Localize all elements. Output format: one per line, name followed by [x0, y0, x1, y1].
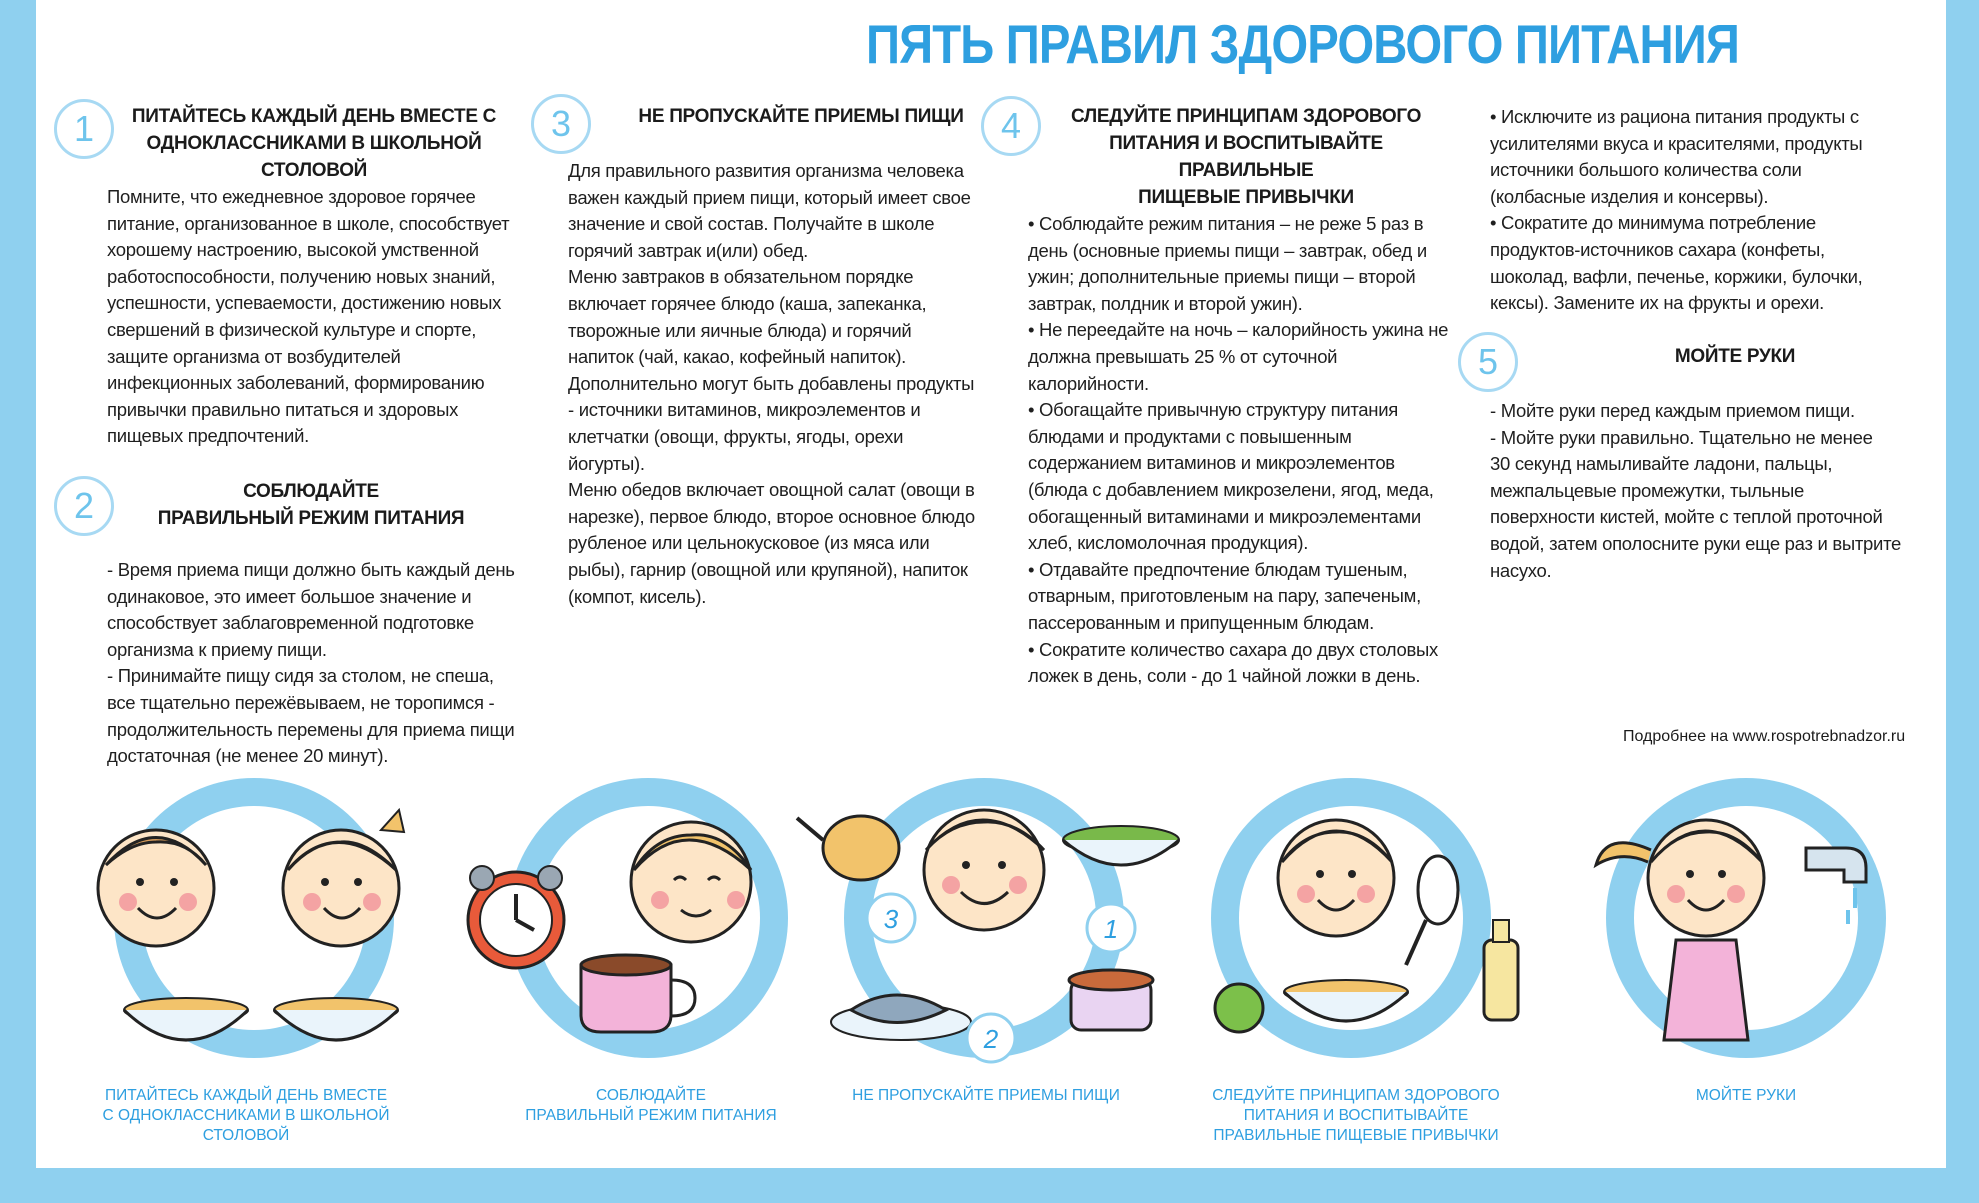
alarm-clock-icon	[468, 866, 564, 968]
illustration-healthy-habits	[1211, 778, 1518, 1058]
rule-2-number: 2	[54, 476, 114, 536]
meal-number-1: 1	[1103, 914, 1119, 944]
meal-number-3: 3	[883, 904, 899, 934]
dress-icon	[1664, 940, 1748, 1040]
caption-regular-meals: НЕ ПРОПУСКАЙТЕ ПРИЕМЫ ПИЩИ	[852, 1087, 1120, 1104]
teapot-icon	[797, 816, 899, 880]
caption-meal-schedule: СОБЛЮДАЙТЕ ПРАВИЛЬНЫЙ РЕЖИМ ПИТАНИЯ	[525, 1087, 777, 1124]
meal-number-2: 2	[983, 1024, 999, 1054]
illustrations	[36, 770, 1946, 1090]
rule-4-text: • Соблюдайте режим питания – не реже 5 раз в день (основные приемы пищи – завтрак, обед и ужин; дополнительные приемы пищи – второй завтрак, полдник и второй ужин). • Не переедайте на ночь – калорийность ужина не должна превышать 25 % от суточной калорийности. • Обогащайте привычную структуру питания блюдами и продуктами с повышенным содержанием витаминов и микроэлементов (блюда с добавлением микрозелени, ягод, меда, обогащенный витаминами и микроэлементами хлеб, кисломолочная продукция). • Отдавайте предпочтение блюдам тушеным, отварным, приготовленым на пару, запеченым, пассерованным и припущенным блюдам. • Сократите количество сахара до двух столовых ложек в день, соли - до 1 чайной ложки в день.	[1028, 213, 1449, 687]
girl-face-icon	[1278, 820, 1394, 936]
apple-icon	[1215, 984, 1263, 1032]
illustration-wash-hands	[1596, 778, 1886, 1058]
illustration-regular-meals	[797, 778, 1179, 1062]
rule-2-heading: СОБЛЮДАЙТЕ ПРАВИЛЬНЫЙ РЕЖИМ ПИТАНИЯ	[157, 481, 465, 529]
caption-wash-hands: МОЙТЕ РУКИ	[1695, 1087, 1797, 1104]
caption-healthy-habits: СЛЕДУЙТЕ ПРИНЦИПАМ ЗДОРОВОГО ПИТАНИЯ И ВОСПИТЫВАЙТЕ ПРАВИЛЬНЫЕ ПИЩЕВЫЕ ПРИВЫЧКИ	[1212, 1087, 1500, 1144]
rule-5-heading: МОЙТЕ РУКИ	[1674, 346, 1796, 367]
boy-face-icon	[98, 830, 214, 946]
rule-1-heading: ПИТАЙТЕСЬ КАЖДЫЙ ДЕНЬ ВМЕСТЕ С ОДНОКЛАССНИКАМИ В ШКОЛЬНОЙ СТОЛОВОЙ	[131, 106, 497, 181]
kid-face-icon	[924, 810, 1044, 930]
rule-1-text: Помните, что ежедневное здоровое горячее питание, организованное в школе, способствует хорошему настроению, высокой умственной работоспособности, получению новых знаний, успешности, успеваемости, достижению новых свершений в физической культуре и спорте, защите организма от возбудителей инфекционных заболеваний, формированию привычки правильно питаться и здоровых пищевых предпочтений.	[107, 186, 510, 447]
pot-icon	[1069, 970, 1153, 1030]
rule-5-text: - Мойте руки перед каждым приемом пищи. - Мойте руки правильно. Тщательно не менее 30 секунд намыливайте ладони, пальцы, межпальцевые промежутки, тыльные поверхности кистей, мойте с теплой проточной водой, затем ополосните руки еще раз и вытрите насухо.	[1490, 400, 1902, 581]
rule-3-heading: НЕ ПРОПУСКАЙТЕ ПРИЕМЫ ПИЩИ	[638, 106, 964, 127]
rule-1-number: 1	[54, 99, 114, 159]
rule-4-number: 4	[981, 96, 1041, 156]
illustration-eating-together	[98, 778, 404, 1058]
illustration-meal-schedule	[468, 778, 788, 1058]
rule-2-text: - Время приема пищи должно быть каждый день одинаковое, это имеет большое значение и способствует заблаговременной подготовке организма к приему пищи. - Принимайте пищу сидя за столом, не спеша, все тщательно пережёвываем, не торопимся - продолжительность перемены для приема пищи достаточная (не менее 20 минут).	[107, 559, 515, 767]
rule-3-number: 3	[531, 94, 591, 154]
caption-eating-together: ПИТАЙТЕСЬ КАЖДЫЙ ДЕНЬ ВМЕСТЕ С ОДНОКЛАССНИКАМИ В ШКОЛЬНОЙ СТОЛОВОЙ	[102, 1087, 390, 1144]
rule-3-text: Для правильного развития организма человека важен каждый прием пищи, который имеет свое значение и свой состав. Получайте в школе горячий завтрак и(или) обед. Меню завтраков в обязательном порядке включает горячее блюдо (каша, запеканка, творожные или яичные блюда) и горячий напиток (чай, какао, кофейный напиток). Дополнительно могут быть добавлены продукты - источники витаминов, микроэлементов и клетчатки (овощи, фрукты, ягоды, орехи йогурты). Меню обедов включает овощной салат (овощи в нарезке), первое блюдо, второе основное блюдо рубленое или цельнокусковое (из мяса или рыбы), гарнир (овощной или крупяной), напиток (компот, кисель).	[568, 160, 975, 607]
rule-5-number: 5	[1458, 332, 1518, 392]
rule-4-text-continued: • Исключите из рациона питания продукты с усилителями вкуса и красителями, продукты источники большого количества соли (колбасные изделия и консервы). • Сократите до минимума потребление продуктов-источников сахара (конфеты, шоколад, вафли, печенье, коржики, булочки, кексы). Замените их на фрукты и орехи.	[1490, 106, 1863, 314]
page-title: ПЯТЬ ПРАВИЛ ЗДОРОВОГО ПИТАНИЯ	[866, 13, 1740, 75]
girl-face-icon	[631, 822, 751, 942]
rule-4-heading: СЛЕДУЙТЕ ПРИНЦИПАМ ЗДОРОВОГО ПИТАНИЯ И ВОСПИТЫВАЙТЕ ПРАВИЛЬНЫЕ ПИЩЕВЫЕ ПРИВЫЧКИ	[1070, 106, 1422, 208]
more-info-link[interactable]: Подробнее на www.rospotrebnadzor.ru	[1623, 728, 1906, 745]
poster	[36, 0, 1946, 1168]
